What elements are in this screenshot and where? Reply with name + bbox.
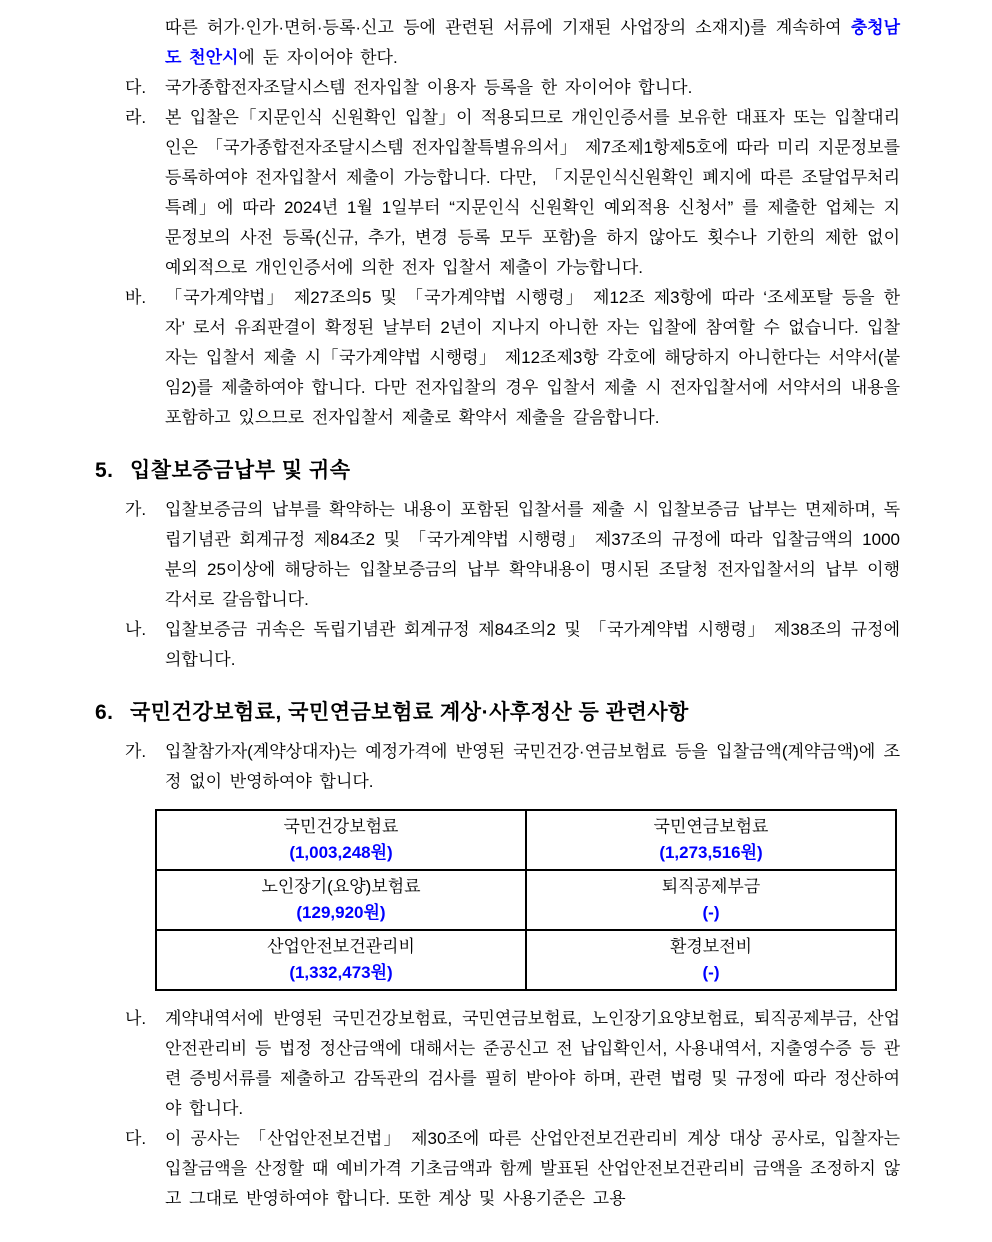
section-6-item-na	[125, 1004, 900, 1124]
section-5-title: 입찰보증금납부 및 귀속	[130, 459, 351, 482]
continuation-paragraph	[165, 13, 900, 73]
cell-label: 퇴직공제부금	[661, 877, 761, 896]
cell-value: (1,273,516원)	[659, 843, 763, 862]
item-label: 나.	[125, 1009, 147, 1028]
list-item-ra	[125, 103, 900, 283]
cell-value: (129,920원)	[296, 903, 386, 922]
cell-value: (1,332,473원)	[289, 963, 393, 982]
section-6-title: 국민건강보험료, 국민연금보험료 계상·사후정산 등 관련사항	[130, 701, 689, 724]
section-6-number: 6.	[95, 701, 114, 724]
section-5-number: 5.	[95, 459, 114, 482]
table-cell-longterm-care-insurance	[156, 870, 526, 930]
cell-value: (-)	[702, 903, 720, 922]
item-label: 가.	[125, 742, 147, 761]
cell-value: (-)	[702, 963, 720, 982]
list-item-da	[125, 73, 900, 103]
table-cell-industrial-safety-cost	[156, 930, 526, 990]
section-5-item-na	[125, 615, 900, 675]
item-label: 다.	[125, 78, 147, 97]
table-cell-retirement-deduction	[526, 870, 896, 930]
item-label: 라.	[125, 108, 147, 127]
table-cell-health-insurance	[156, 810, 526, 870]
table-cell-pension-insurance	[526, 810, 896, 870]
cell-label: 산업안전보건관리비	[267, 937, 415, 956]
location-highlight: 충청남도 천안시	[165, 18, 900, 67]
table-row	[156, 810, 896, 870]
cell-label: 국민건강보험료	[283, 817, 399, 836]
cell-label: 국민연금보험료	[653, 817, 769, 836]
item-label: 나.	[125, 620, 147, 639]
section-6-item-da	[125, 1124, 900, 1214]
item-text: 계약내역서에 반영된 국민건강보험료, 국민연금보험료, 노인장기요양보험료, 퇴직공제부금, 산업안전관리비 등 법정 정산금액에 대해서는 준공신고 전 납입확인서, 사용내역서, 지출영수증 등 관련 증빙서류를 제출하고 감독관의 검사를 필히 받아야 하며, 관련 법령 및 규정에 따라 정산하여야 합니다.	[165, 1009, 900, 1118]
item-text: 국가종합전자조달시스템 전자입찰 이용자 등록을 한 자이어야 합니다.	[165, 78, 693, 97]
continuation-text-after: 에 둔 자이어야 한다.	[238, 48, 398, 67]
item-text: 본 입찰은「지문인식 신원확인 입찰」이 적용되므로 개인인증서를 보유한 대표자 또는 입찰대리인은 「국가종합전자조달시스템 전자입찰특별유의서」 제7조제1항제5호에 따라 미리 지문정보를 등록하여야 전자입찰서 제출이 가능합니다. 다만, 「지문인식신원확인 폐지에 따른 조달업무처리 특례」에 따라 2024년 1월 1일부터 “지문인식 신원확인 예외적용 신청서” 를 제출한 업체는 지문정보의 사전 등록(신규, 추가, 변경 등록 모두 포함)을 하지 않아도 횟수나 기한의 제한 없이 예외적으로 개인인증서에 의한 전자 입찰서 제출이 가능합니다.	[165, 108, 900, 277]
continuation-text-before: 따른 허가·인가·면허·등록·신고 등에 관련된 서류에 기재된 사업장의 소재지)를 계속하여	[165, 18, 851, 37]
cell-value: (1,003,248원)	[289, 843, 393, 862]
insurance-amounts-table	[155, 809, 897, 991]
item-label: 다.	[125, 1129, 147, 1148]
table-row	[156, 930, 896, 990]
item-text: 이 공사는 「산업안전보건법」 제30조에 따른 산업안전보건관리비 계상 대상 공사로, 입찰자는 입찰금액을 산정할 때 예비가격 기초금액과 함께 발표된 산업안전보건관리비 금액을 조정하지 않고 그대로 반영하여야 합니다. 또한 계상 및 사용기준은 고용	[165, 1129, 900, 1208]
item-text: 「국가계약법」 제27조의5 및 「국가계약법 시행령」 제12조 제3항에 따라 ‘조세포탈 등을 한 자’ 로서 유죄판결이 확정된 날부터 2년이 지나지 아니한 자는 입찰에 참여할 수 없습니다. 입찰자는 입찰서 제출 시「국가계약법 시행령」 제12조제3항 각호에 해당하지 아니한다는 서약서(붙임2)를 제출하여야 합니다. 다만 전자입찰의 경우 입찰서 제출 시 전자입찰서에 서약서의 내용을 포함하고 있으므로 전자입찰서 제출로 확약서 제출을 갈음합니다.	[165, 288, 901, 427]
item-text: 입찰보증금 귀속은 독립기념관 회계규정 제84조의2 및 「국가계약법 시행령」 제38조의 규정에 의합니다.	[165, 620, 900, 669]
cell-label: 환경보전비	[669, 937, 753, 956]
table-cell-environment-preservation-cost	[526, 930, 896, 990]
item-label: 가.	[125, 500, 147, 519]
section-6-item-ga	[125, 737, 900, 797]
item-text: 입찰참가자(계약상대자)는 예정가격에 반영된 국민건강·연금보험료 등을 입찰금액(계약금액)에 조정 없이 반영하여야 합니다.	[165, 742, 900, 791]
item-text: 입찰보증금의 납부를 확약하는 내용이 포함된 입찰서를 제출 시 입찰보증금 납부는 면제하며, 독립기념관 회계규정 제84조2 및 「국가계약법 시행령」 제37조의 규정에 따라 입찰금액의 1000분의 25이상에 해당하는 입찰보증금의 납부 확약내용이 명시된 조달청 전자입찰서의 납부 이행각서로 갈음합니다.	[165, 500, 900, 609]
section-5-item-ga	[125, 495, 900, 615]
section-5-heading	[95, 456, 900, 486]
section-6-heading	[95, 698, 900, 728]
list-item-ba	[125, 283, 900, 433]
cell-label: 노인장기(요양)보험료	[261, 877, 421, 896]
item-label: 바.	[125, 288, 147, 307]
table-row	[156, 870, 896, 930]
